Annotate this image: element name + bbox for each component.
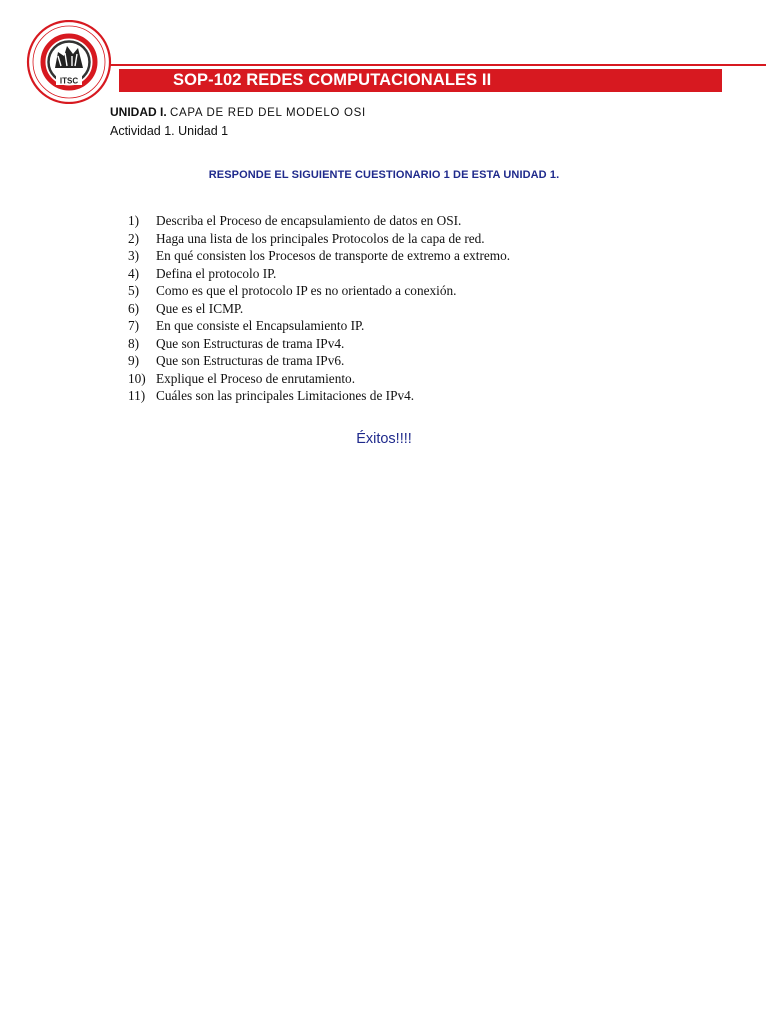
closing-message: Éxitos!!!! xyxy=(356,431,412,447)
list-item xyxy=(128,387,510,405)
question-text: Describa el Proceso de encapsulamiento de datos en OSI. xyxy=(156,213,462,228)
question-number: 3) xyxy=(128,248,140,263)
list-item xyxy=(128,247,510,265)
question-number: 10) xyxy=(128,370,146,386)
question-number: 11) xyxy=(128,388,146,403)
unit-label: UNIDAD I. xyxy=(110,105,167,119)
question-number: 9) xyxy=(128,353,140,368)
question-number: 6) xyxy=(128,300,140,316)
question-number: 1) xyxy=(128,213,140,228)
list-item xyxy=(128,265,510,283)
question-text: Cuáles son las principales Limitaciones de IPv4. xyxy=(156,388,415,403)
list-item xyxy=(128,335,510,353)
list-item xyxy=(128,317,510,335)
instruction-heading: RESPONDE EL SIGUIENTE CUESTIONARIO 1 DE ESTA UNIDAD 1. xyxy=(208,169,560,181)
list-item xyxy=(128,212,510,230)
course-title: SOP-102 REDES COMPUTACIONALES II xyxy=(173,71,492,89)
question-text: Haga una lista de los principales Protocolos de la capa de red. xyxy=(156,230,485,246)
question-text: Defina el protocolo IP. xyxy=(156,265,277,281)
question-text: Explique el Proceso de enrutamiento. xyxy=(156,370,356,386)
question-text: En que consiste el Encapsulamiento IP. xyxy=(156,318,365,333)
list-item xyxy=(128,370,510,388)
question-number: 7) xyxy=(128,318,140,333)
header-rule xyxy=(110,64,766,66)
unit-name: CAPA DE RED DEL MODELO OSI xyxy=(170,107,366,119)
activity-line: Actividad 1. Unidad 1 xyxy=(110,124,229,138)
question-number: 5) xyxy=(128,283,140,298)
logo-text: ITSC xyxy=(59,76,79,86)
institution-logo xyxy=(25,20,113,104)
question-text: En qué consisten los Procesos de transporte de extremo a extremo. xyxy=(156,248,511,263)
list-item xyxy=(128,282,510,300)
question-text: Que es el ICMP. xyxy=(156,300,244,316)
question-text: Que son Estructuras de trama IPv6. xyxy=(156,353,345,368)
question-number: 8) xyxy=(128,335,140,351)
list-item xyxy=(128,352,510,370)
unit-line xyxy=(110,105,366,119)
list-item xyxy=(128,230,510,248)
question-text: Como es que el protocolo IP es no orientado a conexión. xyxy=(156,283,457,298)
list-item xyxy=(128,300,510,318)
question-text: Que son Estructuras de trama IPv4. xyxy=(156,335,345,351)
question-list xyxy=(128,212,510,405)
question-number: 4) xyxy=(128,265,140,281)
question-number: 2) xyxy=(128,230,140,246)
